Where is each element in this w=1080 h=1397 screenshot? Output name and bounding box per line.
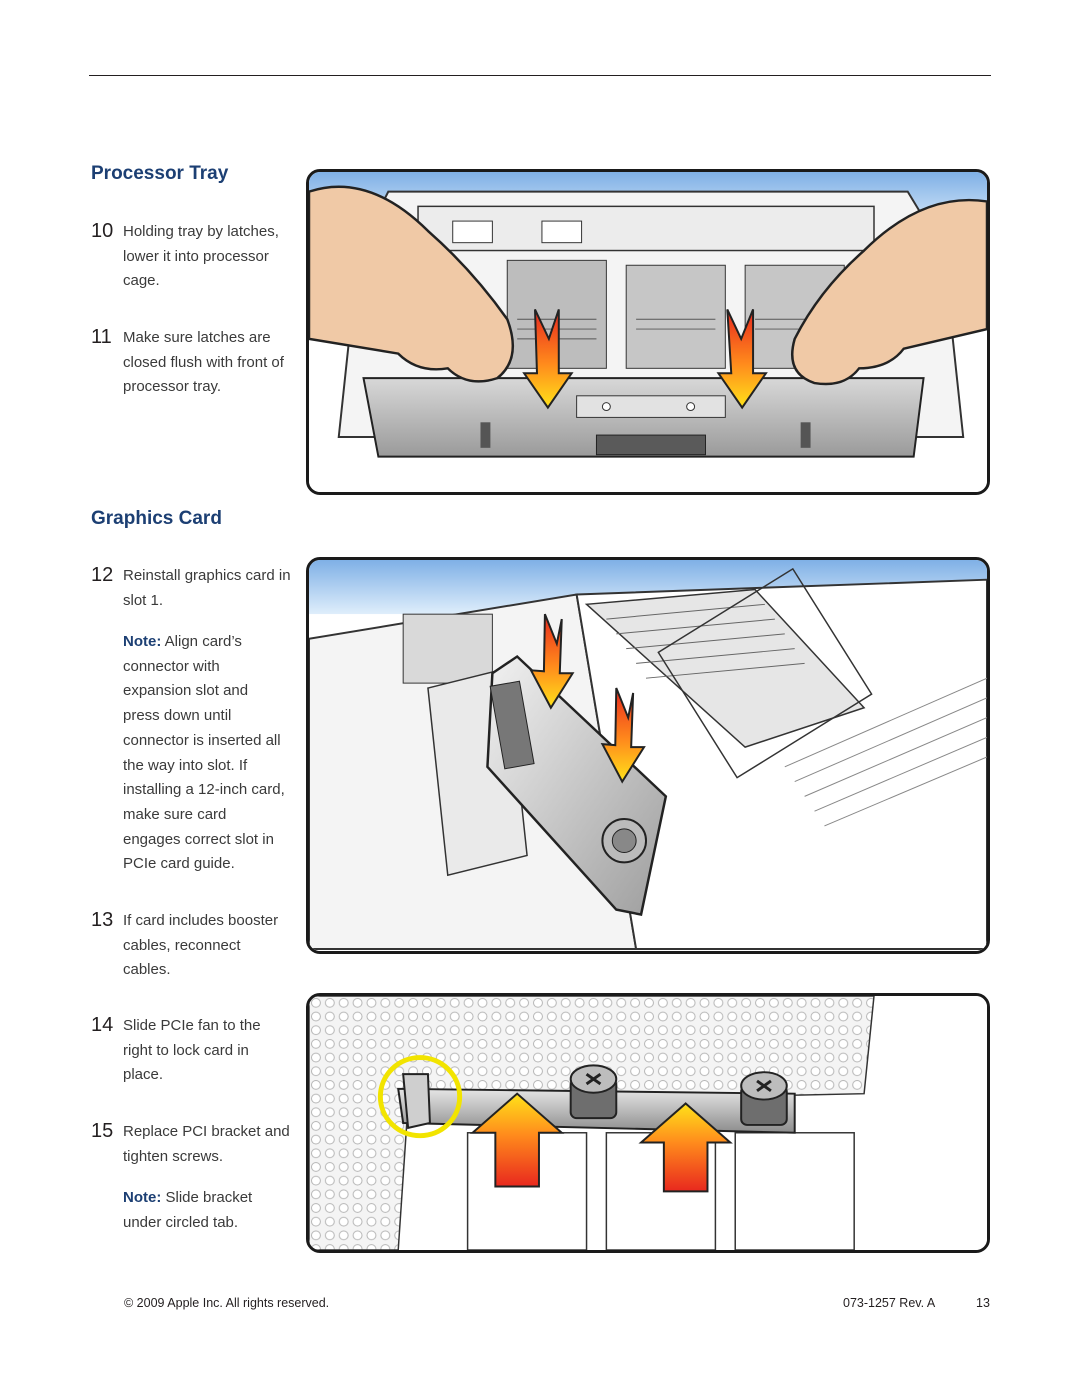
note-text: Slide bracket under circled tab. [123, 1189, 253, 1231]
graphics-card-heading: Graphics Card [91, 508, 222, 529]
step-text: Reinstall graphics card in slot 1. [123, 567, 291, 609]
note-label: Note: [123, 633, 162, 650]
step-15 [91, 1120, 291, 1169]
processor-tray-illustration [306, 169, 990, 495]
step-text: Slide PCIe fan to the right to lock card in place. [123, 1017, 261, 1084]
step-number: 14 [91, 1014, 114, 1036]
note-label: Note: [123, 1189, 162, 1206]
step-13 [91, 909, 291, 983]
pci-bracket-illustration [306, 993, 990, 1253]
step-text: Holding tray by latches, lower it into processor cage. [123, 223, 279, 290]
step-number: 12 [91, 564, 114, 586]
note-text: Align card’s connector with expansion slot and press down until connector is inserted all the way into slot. If installing a 12-inch card, make sure card engages correct slot in PCIe card guide. [123, 633, 285, 873]
note-slide-bracket [123, 1186, 288, 1235]
footer-page-number: 13 [976, 1296, 990, 1310]
step-text: Replace PCI bracket and tighten screws. [123, 1123, 290, 1165]
footer-copyright: © 2009 Apple Inc. All rights reserved. [124, 1296, 330, 1310]
step-number: 10 [91, 220, 114, 242]
footer-doc-id: 073-1257 Rev. A [843, 1296, 936, 1310]
step-12 [91, 564, 291, 613]
processor-tray-heading: Processor Tray [91, 163, 229, 184]
step-text: Make sure latches are closed flush with front of processor tray. [123, 329, 284, 396]
header-rule [89, 75, 991, 76]
graphics-card-illustration [306, 557, 990, 954]
step-number: 15 [91, 1120, 114, 1142]
step-number: 13 [91, 909, 114, 931]
step-number: 11 [91, 326, 112, 348]
step-10 [91, 220, 291, 294]
note-align-card [123, 630, 288, 877]
step-11 [91, 326, 291, 400]
step-14 [91, 1014, 291, 1088]
step-text: If card includes booster cables, reconnect cables. [123, 912, 279, 979]
